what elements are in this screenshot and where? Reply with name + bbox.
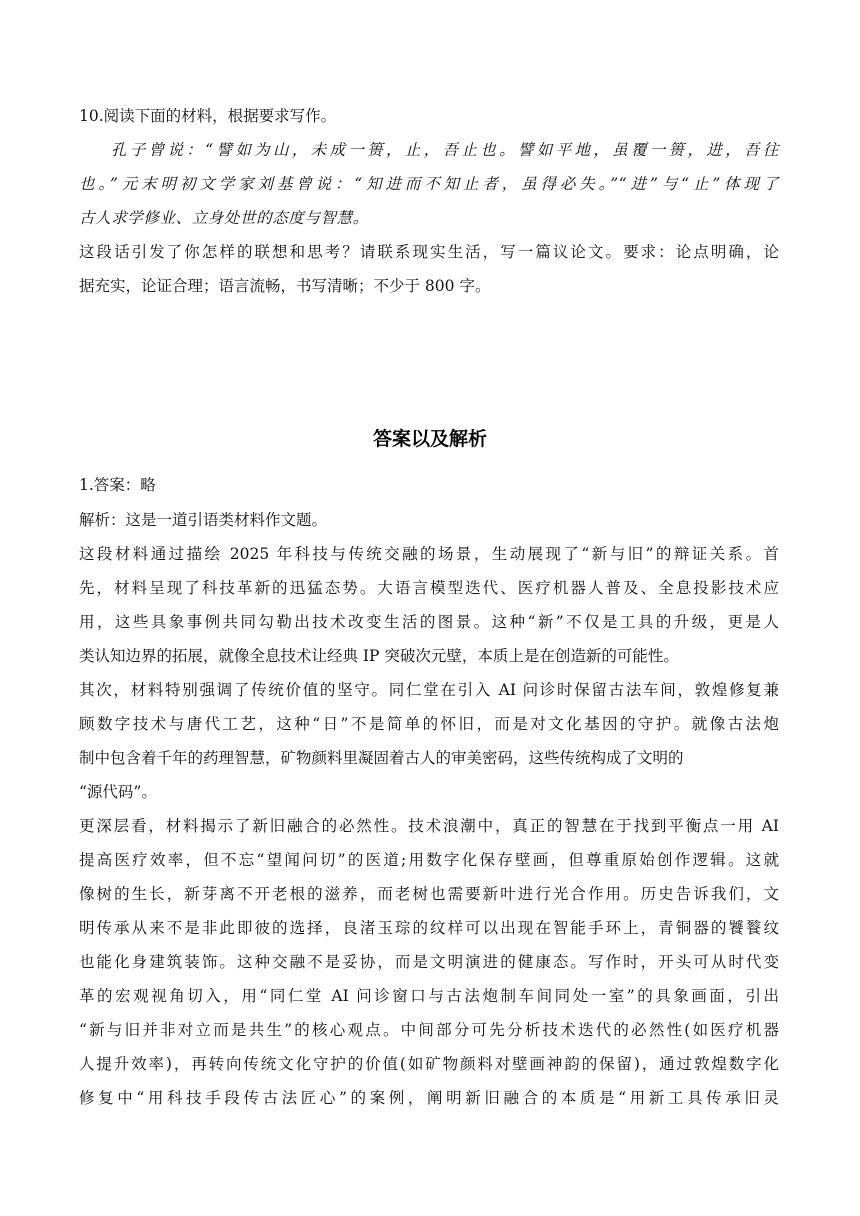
body-line: 像树的生长，新芽离不开老根的滋养，而老树也需要新叶进行光合作用。历史告诉我们，文 bbox=[79, 885, 779, 903]
quote-line-3: 古人求学修业、立身处世的态度与智慧。 bbox=[79, 209, 369, 227]
body-line: 也能化身建筑装饰。这种交融不是妥协，而是文明演进的健康态。写作时，开头可从时代变 bbox=[79, 953, 779, 971]
prompt-line-1: 这段话引发了你怎样的联想和思考？请联系现实生活，写一篇议论文。要求：论点明确，论 bbox=[79, 243, 779, 261]
body-line: 人提升效率)，再转向传统文化守护的价值(如矿物颜料对壁画神韵的保留)，通过敦煌数字化 bbox=[79, 1055, 779, 1073]
body-line: 其次，材料特别强调了传统价值的坚守。同仁堂在引入 AI 问诊时保留古法车间，敦煌修复兼 bbox=[79, 681, 779, 699]
answer-line: 1.答案：略 bbox=[79, 476, 156, 494]
body-line: 更深层看，材料揭示了新旧融合的必然性。技术浪潮中，真正的智慧在于找到平衡点一用 AI bbox=[79, 817, 779, 835]
quote-line-2: 也。”元末明初文学家刘基曾说：“知进而不知止者，虽得必失。”“进”与“止”体现了 bbox=[79, 175, 779, 193]
body-line: 用，这些具象事例共同勾勒出技术改变生活的图景。这种“新”不仅是工具的升级，更是人 bbox=[79, 613, 779, 631]
question-number-line: 10.阅读下面的材料，根据要求写作。 bbox=[79, 107, 337, 125]
body-line: 明传承从来不是非此即彼的选择，良渚玉琮的纹样可以出现在智能手环上，青铜器的饕餮纹 bbox=[79, 919, 779, 937]
body-line: 这段材料通过描绘 2025 年科技与传统交融的场景，生动展现了“新与旧”的辩证关系。首 bbox=[79, 545, 779, 563]
body-line: “源代码”。 bbox=[79, 783, 157, 801]
body-line: 先，材料呈现了科技革新的迅猛态势。大语言模型迭代、医疗机器人普及、全息投影技术应 bbox=[79, 579, 779, 597]
prompt-line-2: 据充实，论证合理；语言流畅，书写清晰；不少于 800 字。 bbox=[79, 277, 491, 295]
body-line: 革的宏观视角切入，用“同仁堂 AI 问诊窗口与古法炮制车间同处一室”的具象画面，引出 bbox=[79, 987, 779, 1005]
quote-line-1: 孔子曾说：“譬如为山，未成一篑，止，吾止也。譬如平地，虽覆一篑，进，吾往 bbox=[111, 141, 779, 159]
body-line: 修复中“用科技手段传古法匠心”的案例，阐明新旧融合的本质是“用新工具传承旧灵 bbox=[79, 1089, 779, 1107]
answer-section-title: 答案以及解析 bbox=[372, 428, 487, 450]
analysis-line: 解析：这是一道引语类材料作文题。 bbox=[79, 511, 328, 529]
body-line: 顾数字技术与唐代工艺，这种“日”不是简单的怀旧，而是对文化基因的守护。就像古法炮 bbox=[79, 715, 779, 733]
body-line: “新与旧并非对立而是共生”的核心观点。中间部分可先分析技术迭代的必然性(如医疗机器 bbox=[79, 1021, 779, 1039]
body-line: 类认知边界的拓展，就像全息技术让经典 IP 突破次元壁，本质上是在创造新的可能性。 bbox=[79, 647, 679, 665]
body-line: 制中包含着千年的药理智慧，矿物颜料里凝固着古人的审美密码，这些传统构成了文明的 bbox=[79, 749, 684, 767]
body-line: 提高医疗效率，但不忘“望闻问切”的医道;用数字化保存壁画，但尊重原始创作逻辑。这就 bbox=[79, 851, 779, 869]
